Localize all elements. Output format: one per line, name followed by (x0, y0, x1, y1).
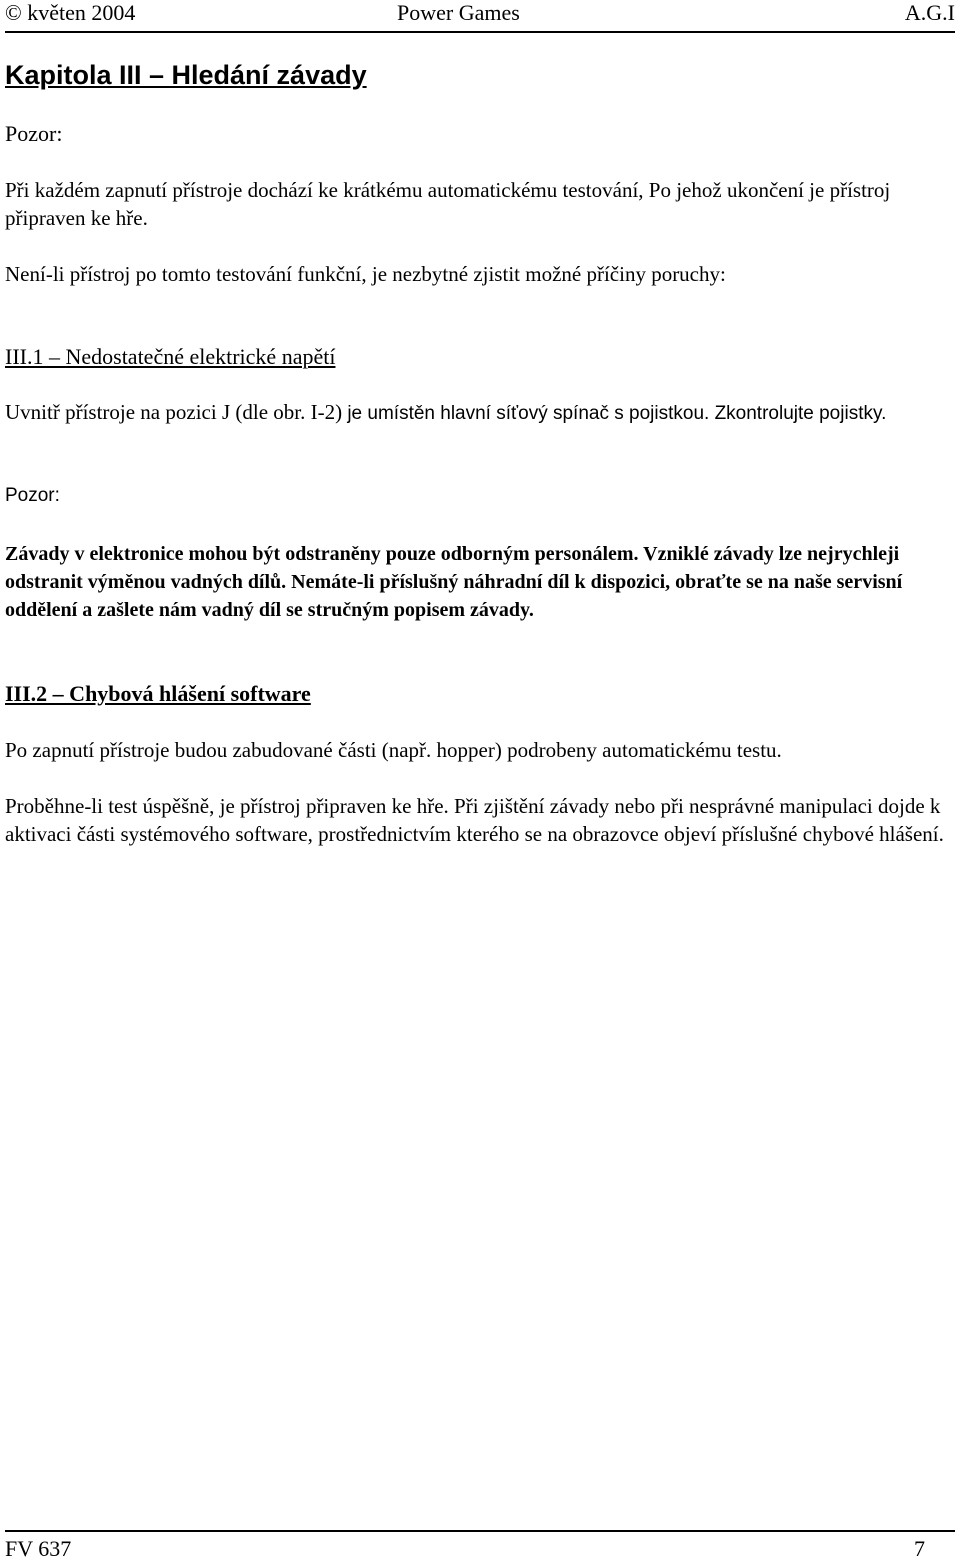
header-code: A.G.I (904, 0, 955, 25)
note-label: Pozor: (5, 121, 63, 146)
section-2-para-2: Proběhne-li test úspěšně, je přístroj připraven ke hře. Při zjištění závady nebo při nesprávné manipulaci dojde k aktivaci části systémového software, prostřednictvím kterého se na obrazovce objeví příslušné chybové hlášení. (5, 794, 944, 846)
section-1-text-start: Uvnitř přístroje na pozici J (dle obr. I-2) (5, 400, 348, 424)
section-heading-2: III.2 – Chybová hlášení software (5, 681, 311, 706)
header-company: Power Games (397, 0, 520, 25)
section-1-text (5, 398, 955, 428)
header-rule (5, 31, 955, 33)
warning-text: Závady v elektronice mohou být odstraněny pouze odborným personálem. Vzniklé závady lze nejrychleji odstranit výměnou vadných dílů. Nemáte-li příslušný náhradní díl k dispozici, obraťte se na naše servisní oddělení a zašlete nám vadný díl se stručným popisem závady. (5, 543, 903, 621)
section-2-para-1: Po zapnutí přístroje budou zabudované části (např. hopper) podrobeny automatickému testu. (5, 738, 782, 762)
page-header (5, 0, 955, 30)
page-number: 7 (914, 1536, 925, 1561)
warning-label: Pozor: (5, 485, 60, 506)
intro-paragraph-2: Není-li přístroj po tomto testování funkční, je nezbytné zjistit možné příčiny poruchy: (5, 262, 726, 286)
chapter-title: Kapitola III – Hledání závady (5, 60, 367, 90)
section-1-text-rest: je umístěn hlavní síťový spínač s pojistkou. Zkontrolujte pojistky. (347, 403, 887, 424)
intro-paragraph: Při každém zapnutí přístroje dochází ke krátkému automatickému testování, Po jehož ukončení je přístroj připraven ke hře. (5, 178, 891, 230)
footer-rule (5, 1530, 955, 1532)
page-footer (5, 1536, 955, 1566)
footer-model: FV 637 (5, 1536, 72, 1561)
header-copyright: © květen 2004 (5, 0, 136, 25)
section-heading-1: III.1 – Nedostatečné elektrické napětí (5, 344, 336, 369)
